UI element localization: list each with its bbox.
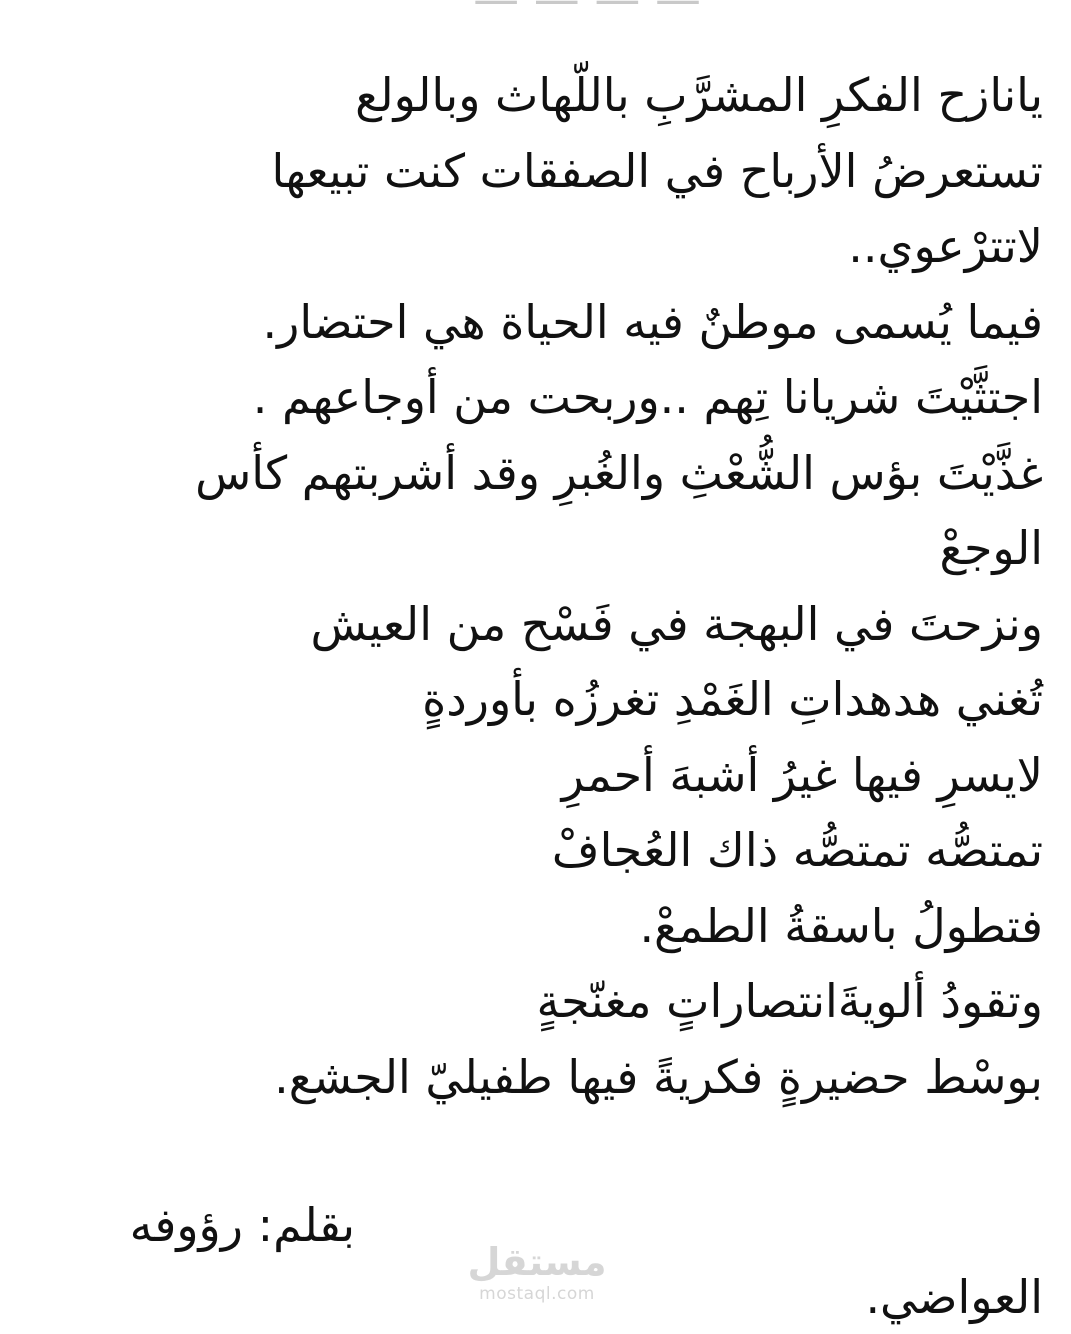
poem-line: بوسْط حضيرةٍ فكريةً فيها طفيليّ الجشع. xyxy=(274,1049,1043,1104)
poem-line: تُغني هدهداتِ الغَمْدِ تغرزُه بأوردةٍ xyxy=(422,672,1043,726)
poem-line: لاتترْعوي.. xyxy=(848,219,1043,273)
poem-line: اجتثَّيْتَ شريانا تِهم ..وربحت من أوجاعهم . xyxy=(252,370,1043,424)
poem-line: تستعرضُ الأرباح في الصفقات كنت تبيعها xyxy=(271,143,1043,198)
poem-line: فتطولُ باسقةُ الطمعْ. xyxy=(639,898,1043,953)
poem-line: الوجعْ xyxy=(939,521,1043,575)
poem-line: تمتصُّه تمتصُّه ذاك العُجافْ xyxy=(551,823,1043,877)
mostaql-logo: مستقل xyxy=(467,1240,607,1284)
poem-line: وتقودُ ألويةَانتصاراتٍ مغنّجةٍ xyxy=(536,974,1043,1028)
author-signature: بقلم: رؤوفه xyxy=(129,1198,355,1252)
poem-line: لايسرِ فيها غيرُ أشبهَ أحمرِ xyxy=(561,747,1043,802)
poem-line: ونزحتَ في البهجة في فَسْح من العيش xyxy=(310,596,1043,651)
poem-body xyxy=(83,58,1043,1115)
poem-line: يانازح الفكرِ المشرَّبِ باللّهاث وبالولع xyxy=(355,68,1043,122)
poem-line: فيما يُسمى موطنٌ فيه الحياة هي احتضار. xyxy=(262,294,1043,349)
cropped-previous-line xyxy=(341,0,701,12)
mostaql-watermark xyxy=(462,1240,612,1304)
author-signature-continued: العواضي. xyxy=(865,1270,1043,1324)
poem-line: غذَّيْتَ بؤس الشُّعْثِ والغُبرِ وقد أشربتهم كأس xyxy=(195,445,1043,500)
mostaql-url: mostaql.com xyxy=(479,1284,595,1304)
